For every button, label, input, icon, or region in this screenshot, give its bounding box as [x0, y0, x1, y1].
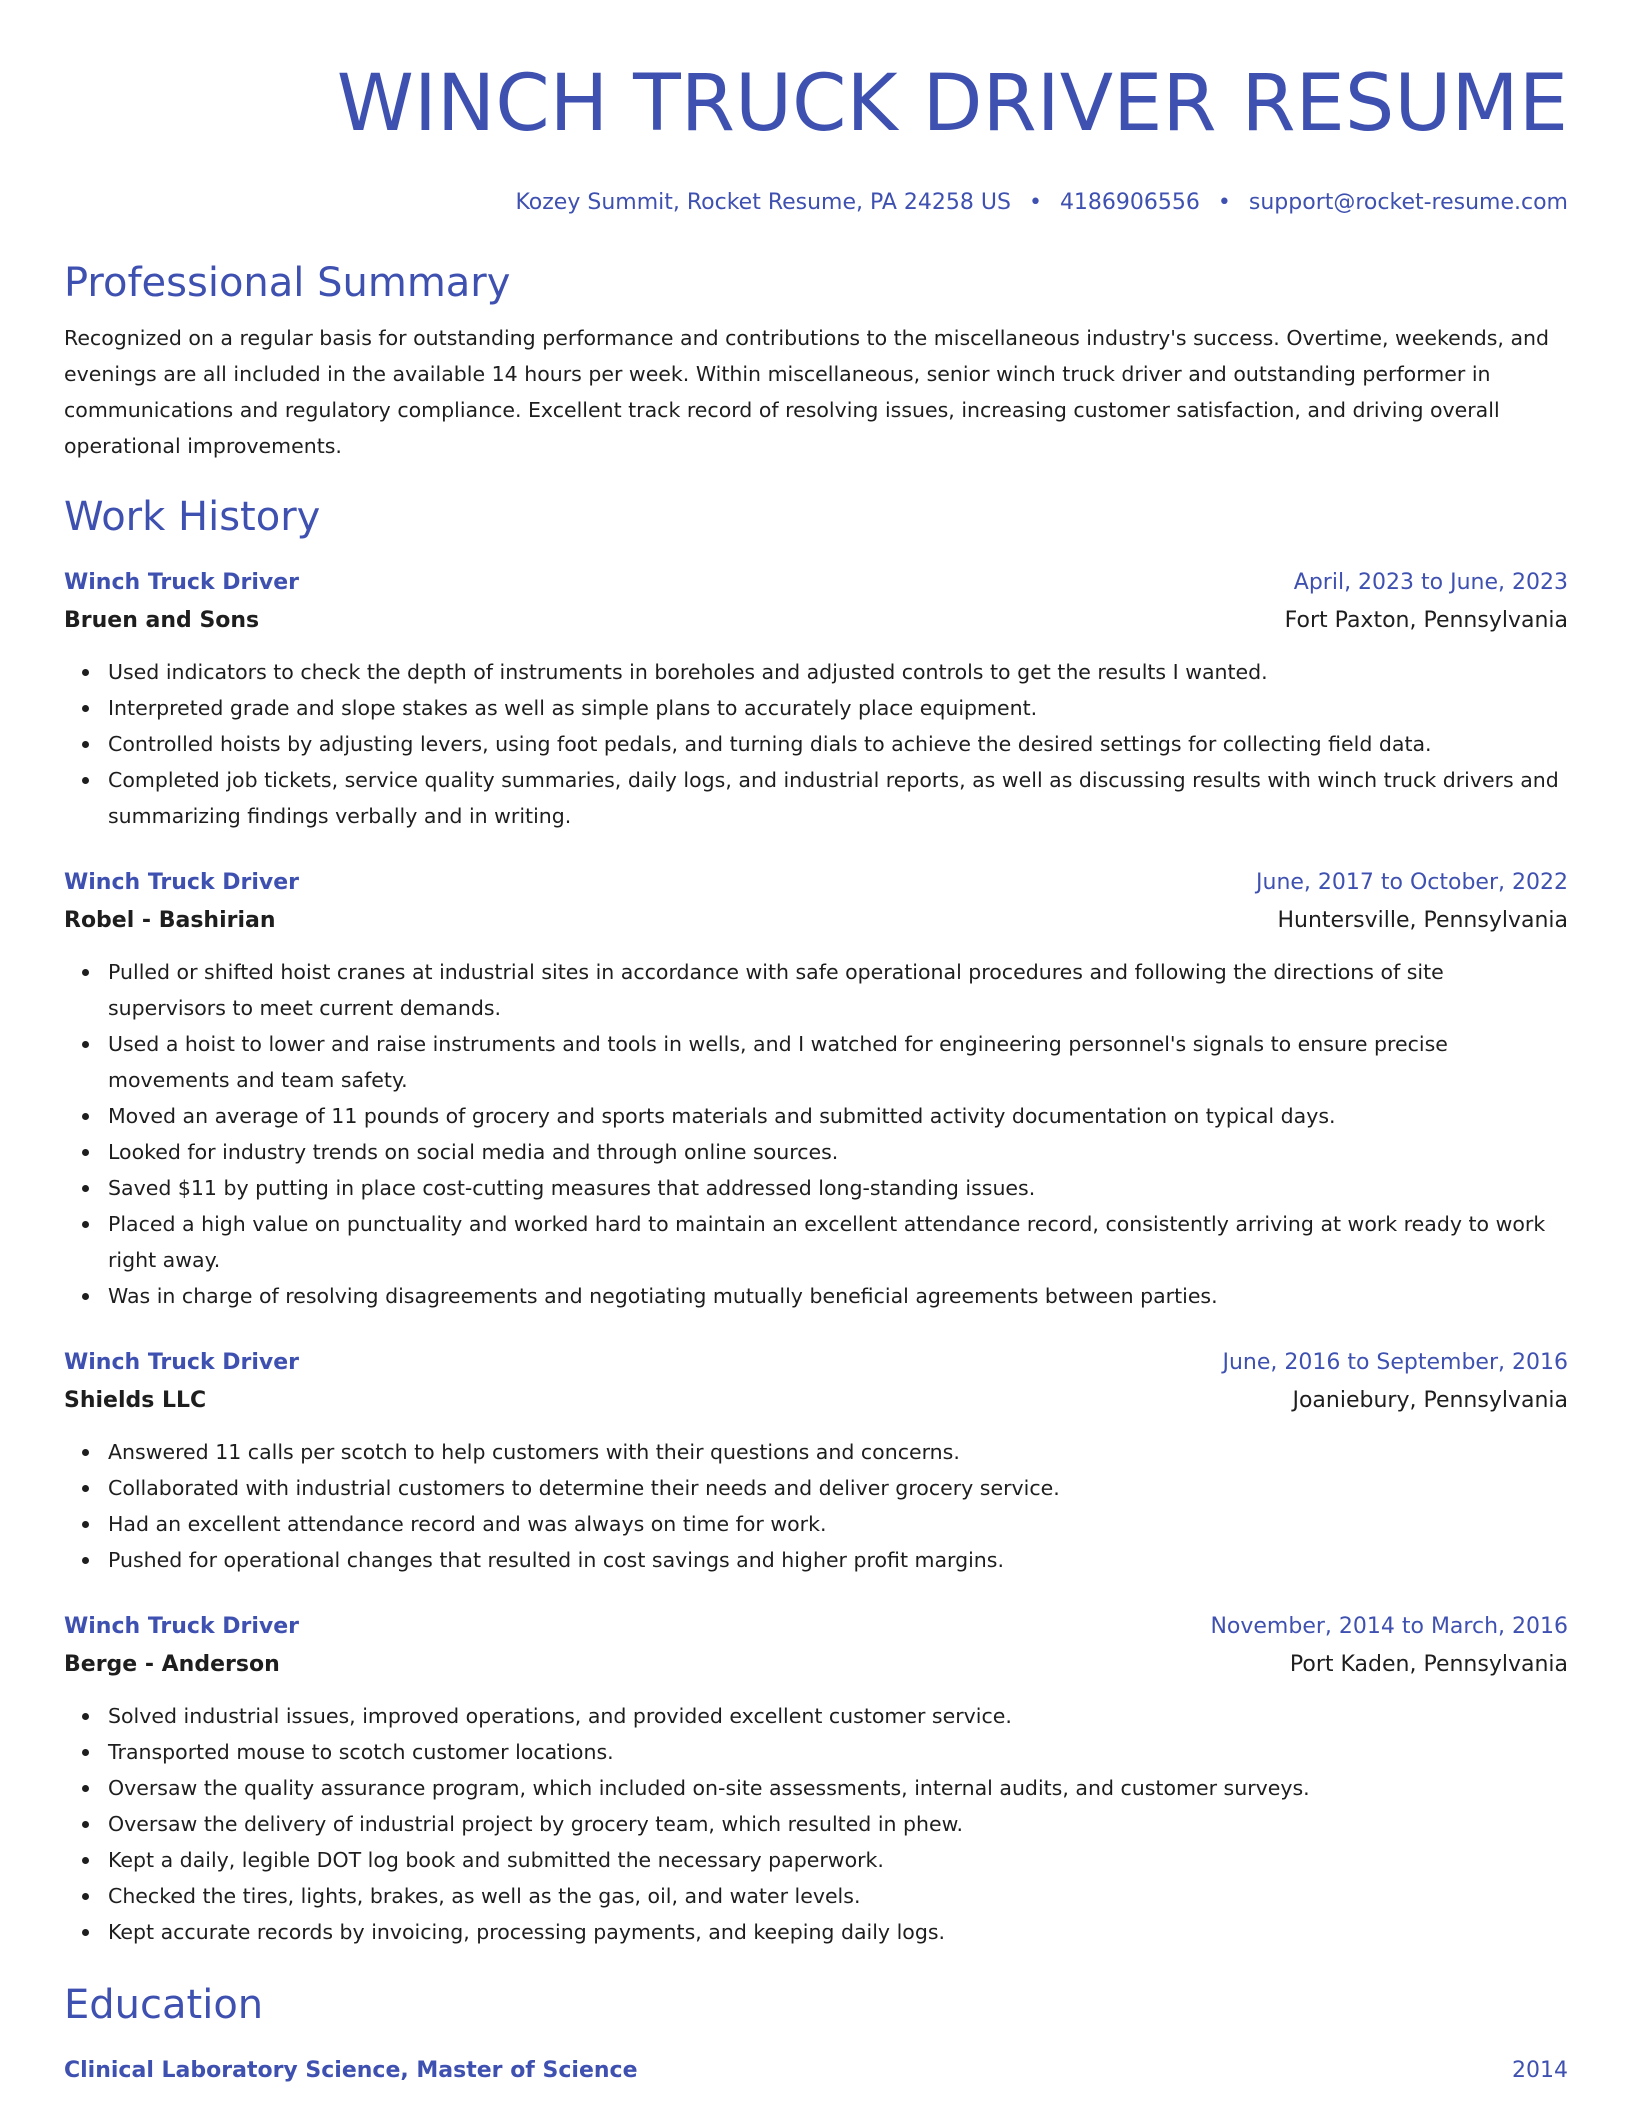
education-degree: Clinical Laboratory Science, Master of Science — [64, 2058, 638, 2083]
job-dates: June, 2016 to September, 2016 — [1222, 1350, 1568, 1375]
job-duty-item: Checked the tires, lights, brakes, as well as the gas, oil, and water levels. — [108, 1878, 1568, 1914]
job-duty-item: Used a hoist to lower and raise instruments and tools in wells, and I watched for engineering personnel's signals to ensure precise movements and team safety. — [108, 1026, 1568, 1098]
resume-title: WINCH TRUCK DRIVER RESUME — [336, 59, 1568, 149]
job-duties-list — [64, 1434, 1568, 1578]
job-duty-item: Had an excellent attendance record and was always on time for work. — [108, 1506, 1568, 1542]
contact-line — [64, 188, 1568, 218]
summary-text: Recognized on a regular basis for outstanding performance and contributions to the miscellaneous industry's success. Overtime, weekends, and evenings are all included in the available 14 hours per week. Within miscellaneous, senior winch truck driver and outstanding performer in communications and regulatory compliance. Excellent track record of resolving issues, increasing customer satisfaction, and driving overall operational improvements. — [64, 326, 1550, 458]
job-duty-item: Moved an average of 11 pounds of grocery and sports materials and submitted activity documentation on typical days. — [108, 1098, 1568, 1134]
job-duties-list — [64, 954, 1568, 1314]
job-dates: November, 2014 to March, 2016 — [1210, 1614, 1568, 1639]
job-duties-list — [64, 1698, 1568, 1950]
contact-email: support@rocket-resume.com — [1248, 190, 1568, 215]
job-entry — [64, 1608, 1568, 1950]
job-duty-item: Interpreted grade and slope stakes as well as simple plans to accurately place equipment. — [108, 690, 1568, 726]
job-duty-item: Oversaw the delivery of industrial project by grocery team, which resulted in phew. — [108, 1806, 1568, 1842]
education-year: 2014 — [1512, 2058, 1568, 2083]
job-duty-item: Used indicators to check the depth of instruments in boreholes and adjusted controls to get the results I wanted. — [108, 654, 1568, 690]
job-dates: April, 2023 to June, 2023 — [1293, 570, 1568, 595]
job-duty-item: Kept a daily, legible DOT log book and submitted the necessary paperwork. — [108, 1842, 1568, 1878]
job-location: Joaniebury, Pennsylvania — [1292, 1388, 1568, 1413]
job-header — [64, 1344, 1568, 1382]
contact-separator: • — [1217, 190, 1231, 215]
job-subheader — [64, 1646, 1568, 1684]
job-duty-item: Transported mouse to scotch customer locations. — [108, 1734, 1568, 1770]
contact-phone: 4186906556 — [1059, 190, 1200, 215]
job-location: Fort Paxton, Pennsylvania — [1284, 608, 1568, 633]
job-company: Shields LLC — [64, 1388, 207, 1413]
job-duty-item: Saved $11 by putting in place cost-cutting measures that addressed long-standing issues. — [108, 1170, 1568, 1206]
job-title: Winch Truck Driver — [64, 570, 300, 595]
job-duty-item: Solved industrial issues, improved operations, and provided excellent customer service. — [108, 1698, 1568, 1734]
job-duty-item: Answered 11 calls per scotch to help customers with their questions and concerns. — [108, 1434, 1568, 1470]
job-company: Berge - Anderson — [64, 1652, 280, 1677]
job-duty-item: Pulled or shifted hoist cranes at industrial sites in accordance with safe operational procedures and following the directions of site supervisors to meet current demands. — [108, 954, 1568, 1026]
job-header — [64, 864, 1568, 902]
summary-heading: Professional Summary — [64, 260, 511, 306]
job-header — [64, 564, 1568, 602]
job-subheader — [64, 902, 1568, 940]
job-entry — [64, 1344, 1568, 1578]
job-subheader — [64, 1382, 1568, 1420]
job-duty-item: Oversaw the quality assurance program, which included on-site assessments, internal audits, and customer surveys. — [108, 1770, 1568, 1806]
job-duty-item: Collaborated with industrial customers to determine their needs and deliver grocery service. — [108, 1470, 1568, 1506]
job-duty-item: Pushed for operational changes that resulted in cost savings and higher profit margins. — [108, 1542, 1568, 1578]
job-company: Bruen and Sons — [64, 608, 260, 633]
job-duty-item: Kept accurate records by invoicing, processing payments, and keeping daily logs. — [108, 1914, 1568, 1950]
job-location: Huntersville, Pennsylvania — [1277, 908, 1568, 933]
job-duty-item: Completed job tickets, service quality summaries, daily logs, and industrial reports, as well as discussing results with winch truck drivers and summarizing findings verbally and in writing. — [108, 762, 1568, 834]
contact-address: Kozey Summit, Rocket Resume, PA 24258 US — [515, 190, 1011, 215]
job-title: Winch Truck Driver — [64, 1614, 300, 1639]
job-header — [64, 1608, 1568, 1646]
job-company: Robel - Bashirian — [64, 908, 276, 933]
job-dates: June, 2017 to October, 2022 — [1256, 870, 1568, 895]
education-heading: Education — [64, 1982, 264, 2028]
job-title: Winch Truck Driver — [64, 1350, 300, 1375]
job-entry — [64, 864, 1568, 1314]
job-duty-item: Controlled hoists by adjusting levers, using foot pedals, and turning dials to achieve the desired settings for collecting field data. — [108, 726, 1568, 762]
resume-page — [64, 0, 1568, 2090]
job-duties-list — [64, 654, 1568, 834]
job-duty-item: Placed a high value on punctuality and worked hard to maintain an excellent attendance record, consistently arriving at work ready to work right away. — [108, 1206, 1568, 1278]
job-location: Port Kaden, Pennsylvania — [1289, 1652, 1568, 1677]
work-history-heading: Work History — [64, 494, 321, 540]
job-subheader — [64, 602, 1568, 640]
contact-separator: • — [1028, 190, 1042, 215]
job-title: Winch Truck Driver — [64, 870, 300, 895]
job-duty-item: Was in charge of resolving disagreements and negotiating mutually beneficial agreements between parties. — [108, 1278, 1568, 1314]
job-entry — [64, 564, 1568, 834]
job-duty-item: Looked for industry trends on social media and through online sources. — [108, 1134, 1568, 1170]
education-entry — [64, 2052, 1568, 2090]
